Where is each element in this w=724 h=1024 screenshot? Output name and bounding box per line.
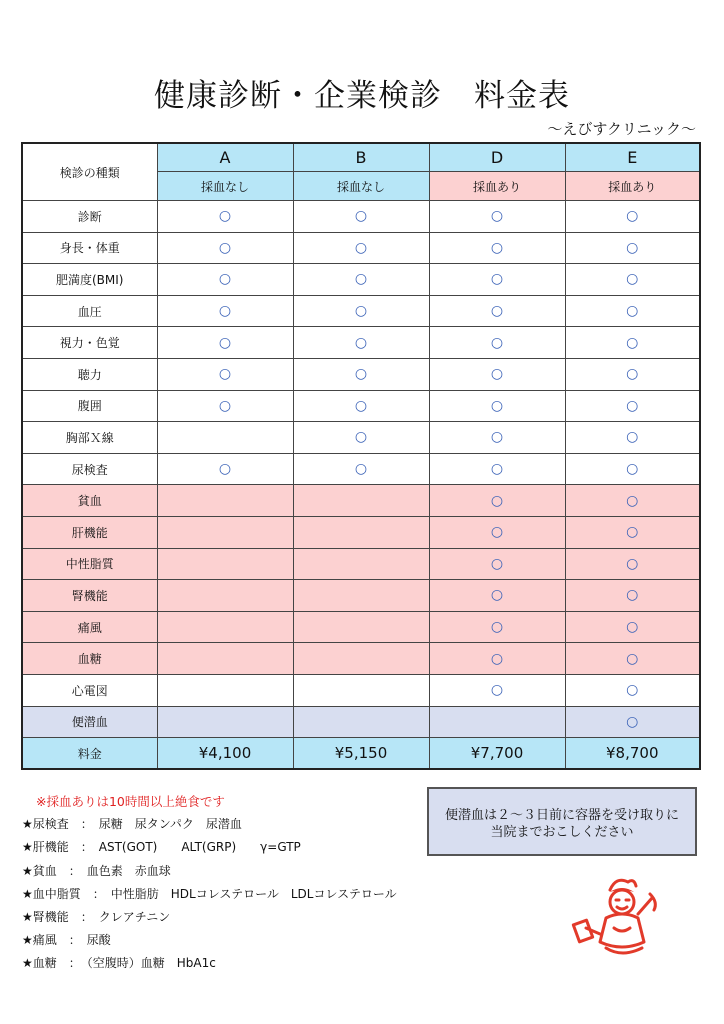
included-mark-icon: ○ <box>218 397 232 414</box>
plan-cell <box>157 516 293 548</box>
included-mark-icon: ○ <box>490 461 504 478</box>
included-mark-icon: ○ <box>218 208 232 225</box>
table-row <box>22 611 700 643</box>
notes-section <box>22 790 442 976</box>
plan-b-header: B <box>293 143 429 172</box>
plan-cell <box>565 327 700 359</box>
included-mark-icon: ○ <box>626 208 639 225</box>
included-mark-icon: ○ <box>354 239 368 256</box>
fee-a: ¥4,100 <box>157 738 293 770</box>
plan-cell <box>293 390 429 422</box>
fee-d: ¥7,700 <box>429 738 565 770</box>
fee-label: 料金 <box>22 738 157 770</box>
included-mark-icon: ○ <box>626 461 639 478</box>
plan-cell <box>565 295 700 327</box>
exam-label: 胸部Ｘ線 <box>22 422 157 454</box>
plan-cell <box>293 295 429 327</box>
included-mark-icon: ○ <box>354 397 368 414</box>
included-mark-icon: ○ <box>218 303 232 320</box>
plan-cell <box>565 232 700 264</box>
included-mark-icon: ○ <box>626 303 639 320</box>
included-mark-icon: ○ <box>490 366 504 383</box>
fee-row <box>22 738 700 770</box>
plan-cell <box>157 295 293 327</box>
price-table <box>21 142 701 770</box>
included-mark-icon: ○ <box>490 492 504 509</box>
plan-cell <box>157 390 293 422</box>
table-row <box>22 485 700 517</box>
included-mark-icon: ○ <box>490 587 504 604</box>
table-row <box>22 327 700 359</box>
plan-e-header: E <box>565 143 700 172</box>
plan-cell <box>429 453 565 485</box>
exam-label: 血圧 <box>22 295 157 327</box>
plan-cell <box>429 201 565 233</box>
plan-cell <box>429 327 565 359</box>
plan-cell <box>157 674 293 706</box>
included-mark-icon: ○ <box>626 650 639 667</box>
clinic-name: ～えびすクリニック～ <box>547 120 696 138</box>
included-mark-icon: ○ <box>490 619 504 636</box>
plan-cell <box>429 611 565 643</box>
notice-line-1: 便潜血は２～３日前に容器を受け取りに <box>444 808 679 823</box>
plan-cell <box>293 516 429 548</box>
table-row <box>22 201 700 233</box>
included-mark-icon: ○ <box>626 366 639 383</box>
plan-a-header: A <box>157 143 293 172</box>
included-mark-icon: ○ <box>626 524 639 541</box>
table-row <box>22 674 700 706</box>
included-mark-icon: ○ <box>626 619 639 636</box>
exam-label: 貧血 <box>22 485 157 517</box>
included-mark-icon: ○ <box>218 239 232 256</box>
plan-cell <box>565 453 700 485</box>
table-row <box>22 422 700 454</box>
plan-cell <box>565 643 700 675</box>
plan-cell <box>565 358 700 390</box>
plan-cell <box>429 643 565 675</box>
included-mark-icon: ○ <box>490 334 504 351</box>
table-row <box>22 580 700 612</box>
plan-cell <box>293 706 429 738</box>
plan-cell <box>429 706 565 738</box>
included-mark-icon: ○ <box>490 208 504 225</box>
plan-cell <box>565 485 700 517</box>
fee-e: ¥8,700 <box>565 738 700 770</box>
exam-label: 血糖 <box>22 643 157 675</box>
plan-cell <box>157 611 293 643</box>
fasting-warning: ※採血ありは10時間以上絶食です <box>36 794 225 809</box>
included-mark-icon: ○ <box>354 271 368 288</box>
plan-cell <box>429 674 565 706</box>
exam-label: 腎機能 <box>22 580 157 612</box>
plan-cell <box>565 674 700 706</box>
plan-d-blood-label: 採血あり <box>429 172 565 201</box>
plan-cell <box>429 580 565 612</box>
plan-cell <box>429 232 565 264</box>
note-line: ★痛風 ： 尿酸 <box>22 933 111 948</box>
notice-line-2: 当院までおこしください <box>490 825 634 840</box>
included-mark-icon: ○ <box>354 208 368 225</box>
exam-label: 聴力 <box>22 358 157 390</box>
note-line: ★血中脂質 ： 中性脂肪 HDLコレステロール LDLコレステロール <box>22 886 397 901</box>
note-line: ★貧血 ： 血色素 赤血球 <box>22 863 171 878</box>
exam-label: 視力・色覚 <box>22 327 157 359</box>
included-mark-icon: ○ <box>490 397 504 414</box>
plan-cell <box>565 264 700 296</box>
plan-cell <box>565 390 700 422</box>
included-mark-icon: ○ <box>626 271 639 288</box>
included-mark-icon: ○ <box>626 429 639 446</box>
included-mark-icon: ○ <box>490 239 504 256</box>
table-row <box>22 548 700 580</box>
table-row <box>22 358 700 390</box>
exam-label: 肥満度(BMI) <box>22 264 157 296</box>
plan-cell <box>429 548 565 580</box>
included-mark-icon: ○ <box>354 366 368 383</box>
exam-label: 肝機能 <box>22 516 157 548</box>
included-mark-icon: ○ <box>218 271 232 288</box>
included-mark-icon: ○ <box>354 334 368 351</box>
included-mark-icon: ○ <box>490 271 504 288</box>
plan-cell <box>157 643 293 675</box>
table-row <box>22 643 700 675</box>
included-mark-icon: ○ <box>626 334 639 351</box>
plan-cell <box>565 611 700 643</box>
included-mark-icon: ○ <box>626 682 639 699</box>
type-header: 検診の種類 <box>22 143 157 201</box>
exam-label: 診断 <box>22 201 157 233</box>
plan-cell <box>293 264 429 296</box>
plan-cell <box>293 327 429 359</box>
plan-cell <box>429 485 565 517</box>
included-mark-icon: ○ <box>626 713 639 730</box>
included-mark-icon: ○ <box>490 682 504 699</box>
plan-cell <box>293 201 429 233</box>
fee-b: ¥5,150 <box>293 738 429 770</box>
included-mark-icon: ○ <box>626 587 639 604</box>
included-mark-icon: ○ <box>218 366 232 383</box>
plan-a-blood-label: 採血なし <box>157 172 293 201</box>
plan-cell <box>429 516 565 548</box>
plan-cell <box>157 548 293 580</box>
plan-cell <box>293 611 429 643</box>
exam-label: 身長・体重 <box>22 232 157 264</box>
included-mark-icon: ○ <box>490 524 504 541</box>
included-mark-icon: ○ <box>626 555 639 572</box>
table-row <box>22 295 700 327</box>
table-row <box>22 453 700 485</box>
ebisu-mascot-icon <box>570 872 670 962</box>
plan-cell <box>157 358 293 390</box>
plan-cell <box>157 485 293 517</box>
included-mark-icon: ○ <box>490 429 504 446</box>
included-mark-icon: ○ <box>490 555 504 572</box>
exam-label: 中性脂質 <box>22 548 157 580</box>
note-line: ★血糖 ： （空腹時）血糖 HbA1c <box>22 956 216 971</box>
plan-cell <box>157 422 293 454</box>
table-row <box>22 516 700 548</box>
plan-b-blood-label: 採血なし <box>293 172 429 201</box>
included-mark-icon: ○ <box>218 334 232 351</box>
plan-cell <box>157 327 293 359</box>
plan-cell <box>429 358 565 390</box>
plan-cell <box>429 295 565 327</box>
plan-cell <box>429 390 565 422</box>
plan-cell <box>157 453 293 485</box>
plan-cell <box>293 358 429 390</box>
plan-cell <box>293 674 429 706</box>
table-row <box>22 264 700 296</box>
included-mark-icon: ○ <box>626 492 639 509</box>
plan-cell <box>293 485 429 517</box>
plan-cell <box>293 232 429 264</box>
note-line: ★肝機能 ： AST(GOT) ALT(GRP) γ=GTP <box>22 840 301 855</box>
included-mark-icon: ○ <box>626 397 639 414</box>
plan-e-blood-label: 採血あり <box>565 172 700 201</box>
plan-cell <box>429 264 565 296</box>
included-mark-icon: ○ <box>354 429 368 446</box>
plan-d-header: D <box>429 143 565 172</box>
table-row <box>22 390 700 422</box>
plan-cell <box>565 201 700 233</box>
plan-cell <box>293 453 429 485</box>
included-mark-icon: ○ <box>354 303 368 320</box>
plan-cell <box>157 264 293 296</box>
exam-label: 心電図 <box>22 674 157 706</box>
plan-cell <box>157 201 293 233</box>
plan-cell <box>565 706 700 738</box>
included-mark-icon: ○ <box>490 650 504 667</box>
plan-cell <box>565 516 700 548</box>
exam-label: 便潜血 <box>22 706 157 738</box>
included-mark-icon: ○ <box>218 461 232 478</box>
plan-cell <box>157 706 293 738</box>
plan-cell <box>157 232 293 264</box>
plan-cell <box>157 580 293 612</box>
plan-cell <box>293 548 429 580</box>
included-mark-icon: ○ <box>626 239 639 256</box>
plan-cell <box>565 422 700 454</box>
exam-label: 痛風 <box>22 611 157 643</box>
fecal-blood-notice <box>427 787 697 856</box>
plan-cell <box>565 580 700 612</box>
plan-cell <box>293 643 429 675</box>
note-line: ★腎機能 ： クレアチニン <box>22 910 171 925</box>
note-line: ★尿検査 ： 尿糖 尿タンパク 尿潜血 <box>22 817 242 832</box>
exam-label: 腹囲 <box>22 390 157 422</box>
included-mark-icon: ○ <box>490 303 504 320</box>
plan-cell <box>293 422 429 454</box>
table-row <box>22 706 700 738</box>
plan-cell <box>429 422 565 454</box>
table-row <box>22 232 700 264</box>
plan-cell <box>293 580 429 612</box>
included-mark-icon: ○ <box>354 461 368 478</box>
plan-cell <box>565 548 700 580</box>
exam-label: 尿検査 <box>22 453 157 485</box>
page-title: 健康診断・企業検診 料金表 <box>154 78 570 114</box>
